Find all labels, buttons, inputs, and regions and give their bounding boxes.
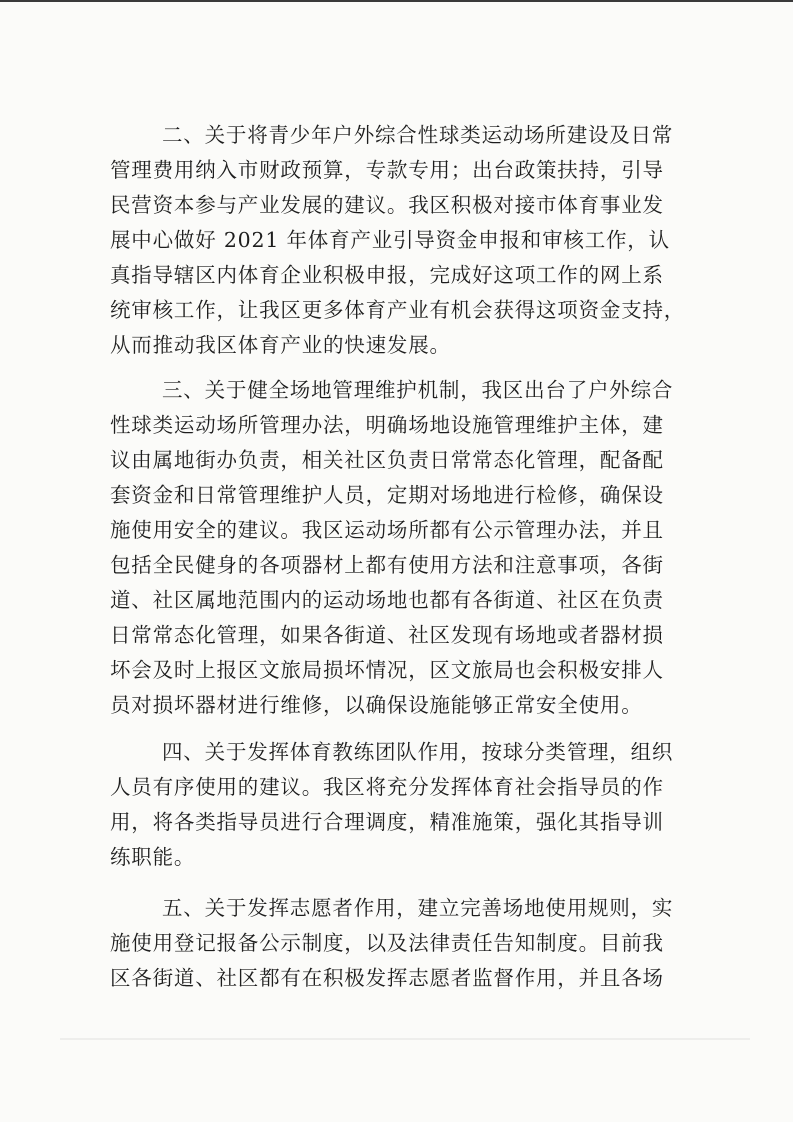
paragraph-2: [110, 118, 688, 363]
text-line: 管理费用纳入市财政预算，专款专用；出台政策扶持，引导: [110, 158, 664, 182]
text-line: 施使用安全的建议。我区运动场所都有公示管理办法，并且: [110, 518, 664, 542]
text-line: 坏会及时上报区文旅局损坏情况，区文旅局也会积极安排人: [110, 658, 664, 682]
text-line: 五、关于发挥志愿者作用，建立完善场地使用规则，实: [162, 896, 674, 920]
text-line: 套资金和日常管理维护人员，定期对场地进行检修，确保设: [110, 483, 664, 507]
text-line: 四、关于发挥体育教练团队作用，按球分类管理，组织: [162, 740, 674, 764]
text-line: 从而推动我区体育产业的快速发展。: [110, 333, 451, 357]
text-line: 用，将各类指导员进行合理调度，精准施策，强化其指导训: [110, 810, 664, 834]
page-top-edge: [0, 0, 793, 2]
text-line: 展中心做好 2021 年体育产业引导资金申报和审核工作，认: [110, 228, 670, 252]
scan-shadow: [60, 1038, 750, 1040]
text-line: 真指导辖区内体育企业积极申报，完成好这项工作的网上系: [110, 263, 664, 287]
paragraph-3: [110, 373, 688, 723]
text-line: 性球类运动场所管理办法，明确场地设施管理维护主体，建: [110, 413, 664, 437]
text-line: 人员有序使用的建议。我区将充分发挥体育社会指导员的作: [110, 775, 664, 799]
text-line: 议由属地街办负责，相关社区负责日常常态化管理，配备配: [110, 448, 664, 472]
text-line: 民营资本参与产业发展的建议。我区积极对接市体育事业发: [110, 193, 664, 217]
paragraph-5: [110, 891, 688, 996]
text-line: 员对损坏器材进行维修，以确保设施能够正常安全使用。: [110, 693, 643, 717]
text-line: 道、社区属地范围内的运动场地也都有各街道、社区在负责: [110, 588, 664, 612]
text-line: 统审核工作，让我区更多体育产业有机会获得这项资金支持，: [110, 298, 686, 322]
text-line: 施使用登记报备公示制度，以及法律责任告知制度。目前我: [110, 931, 664, 955]
text-line: 日常常态化管理，如果各街道、社区发现有场地或者器材损: [110, 623, 664, 647]
paragraph-4: [110, 735, 688, 875]
text-line: 练职能。: [110, 845, 196, 869]
text-line: 三、关于健全场地管理维护机制，我区出台了户外综合: [162, 378, 674, 402]
text-line: 二、关于将青少年户外综合性球类运动场所建设及日常: [162, 123, 674, 147]
text-line: 区各街道、社区都有在积极发挥志愿者监督作用，并且各场: [110, 966, 664, 990]
document-body: [110, 118, 688, 996]
text-line: 包括全民健身的各项器材上都有使用方法和注意事项，各街: [110, 553, 664, 577]
